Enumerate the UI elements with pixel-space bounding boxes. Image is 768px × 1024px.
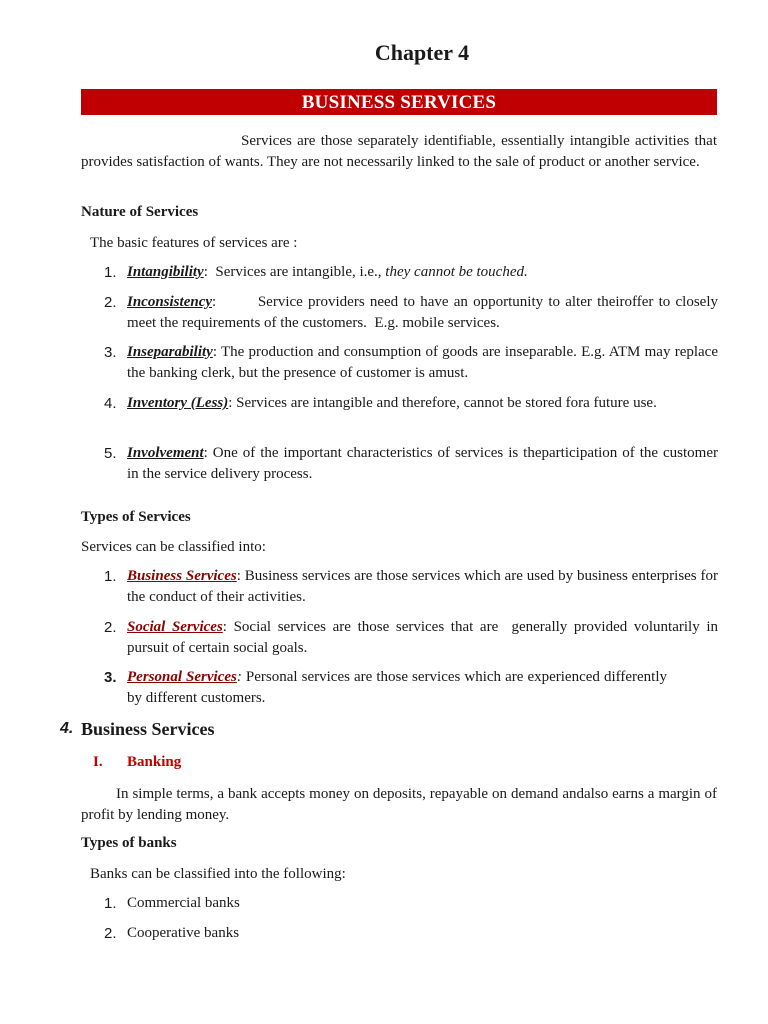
list-number: 1. — [104, 264, 117, 281]
list-number: 5. — [104, 445, 117, 462]
term-label: Intangibility — [127, 264, 204, 280]
item-text: Services are intangible, i.e., — [207, 264, 386, 280]
nature-item — [104, 342, 718, 384]
subsection-title: Banking — [127, 754, 182, 770]
item-text: One of the important characteristics of services is theparticipation of the customer in the service delivery process. — [127, 445, 718, 482]
nature-item — [104, 292, 722, 334]
term-separator: : — [222, 619, 227, 635]
bank-type-item — [104, 893, 718, 914]
types-item — [104, 667, 718, 709]
term-label: Business Services — [127, 568, 237, 584]
list-number: 2. — [104, 294, 117, 311]
term-separator: : — [203, 445, 208, 461]
item-text: Commercial banks — [127, 895, 240, 911]
section-title: Business Services — [81, 719, 215, 739]
term-label: Inseparability — [127, 344, 213, 360]
chapter-title: Chapter 4 — [374, 40, 470, 65]
term-label: Social Services — [127, 619, 223, 635]
list-number: 4. — [104, 395, 117, 412]
item-text: The production and consumption of goods are inseparable. E.g. ATM may replace the banking clerk, but the presence of customer is amust. — [127, 344, 718, 381]
term-label: Inventory (Less) — [127, 395, 229, 411]
types-item — [104, 566, 718, 608]
list-number: 1. — [104, 895, 117, 912]
nature-item — [104, 443, 718, 485]
list-number: 3. — [104, 344, 117, 361]
item-text: Social services are those services that are generally provided voluntarily in pursuit of certain social goals. — [127, 619, 722, 656]
term-separator: : — [212, 344, 218, 360]
item-text: Services are intangible and therefore, cannot be stored fora future use. — [232, 395, 657, 411]
list-number: 3. — [104, 669, 117, 686]
list-number: 2. — [104, 619, 117, 636]
term-label: Inconsistency — [127, 294, 213, 310]
list-number: 1. — [104, 568, 117, 585]
nature-item — [104, 393, 718, 414]
item-text: Personal services are those services which are experienced differently by different customers. — [127, 669, 667, 706]
term-separator: : — [203, 264, 208, 280]
term-separator: : — [212, 294, 217, 310]
term-separator: : — [236, 669, 242, 685]
item-emphasis: they cannot be touched. — [385, 264, 528, 280]
term-label: Personal Services — [127, 669, 237, 685]
subsection-numeral: I. — [93, 754, 103, 770]
list-number: 2. — [104, 925, 117, 942]
types-lead: Services can be classified into: — [81, 539, 266, 555]
term-label: Involvement — [127, 445, 204, 461]
nature-lead: The basic features of services are : — [90, 235, 298, 251]
bank-types-lead: Banks can be classified into the following: — [90, 866, 346, 882]
section-banner: BUSINESS SERVICES — [81, 89, 717, 115]
term-separator: : — [228, 395, 233, 411]
item-text: Cooperative banks — [127, 925, 240, 941]
types-item — [104, 617, 722, 659]
types-heading: Types of Services — [81, 509, 191, 525]
item-text: Business services are those services which are used by business enterprises for the conduct of their activities. — [127, 568, 719, 605]
nature-item — [104, 262, 718, 283]
term-separator: : — [236, 568, 241, 584]
item-text: Service providers need to have an opportunity to alter theiroffer to closely meet the requirements of the customers. E.g. mobile services. — [127, 294, 722, 331]
intro-paragraph: Services are those separately identifiable, essentially intangible activities that provides satisfaction of wants. They are not necessarily linked to the sale of product or another service. — [81, 133, 717, 170]
banking-paragraph: In simple terms, a bank accepts money on deposits, repayable on demand andalso earns a margin of profit by lending money. — [81, 786, 717, 823]
bank-types-heading: Types of banks — [81, 835, 177, 851]
bank-type-item — [104, 923, 718, 944]
nature-heading: Nature of Services — [81, 204, 199, 220]
section-number: 4. — [60, 720, 74, 737]
